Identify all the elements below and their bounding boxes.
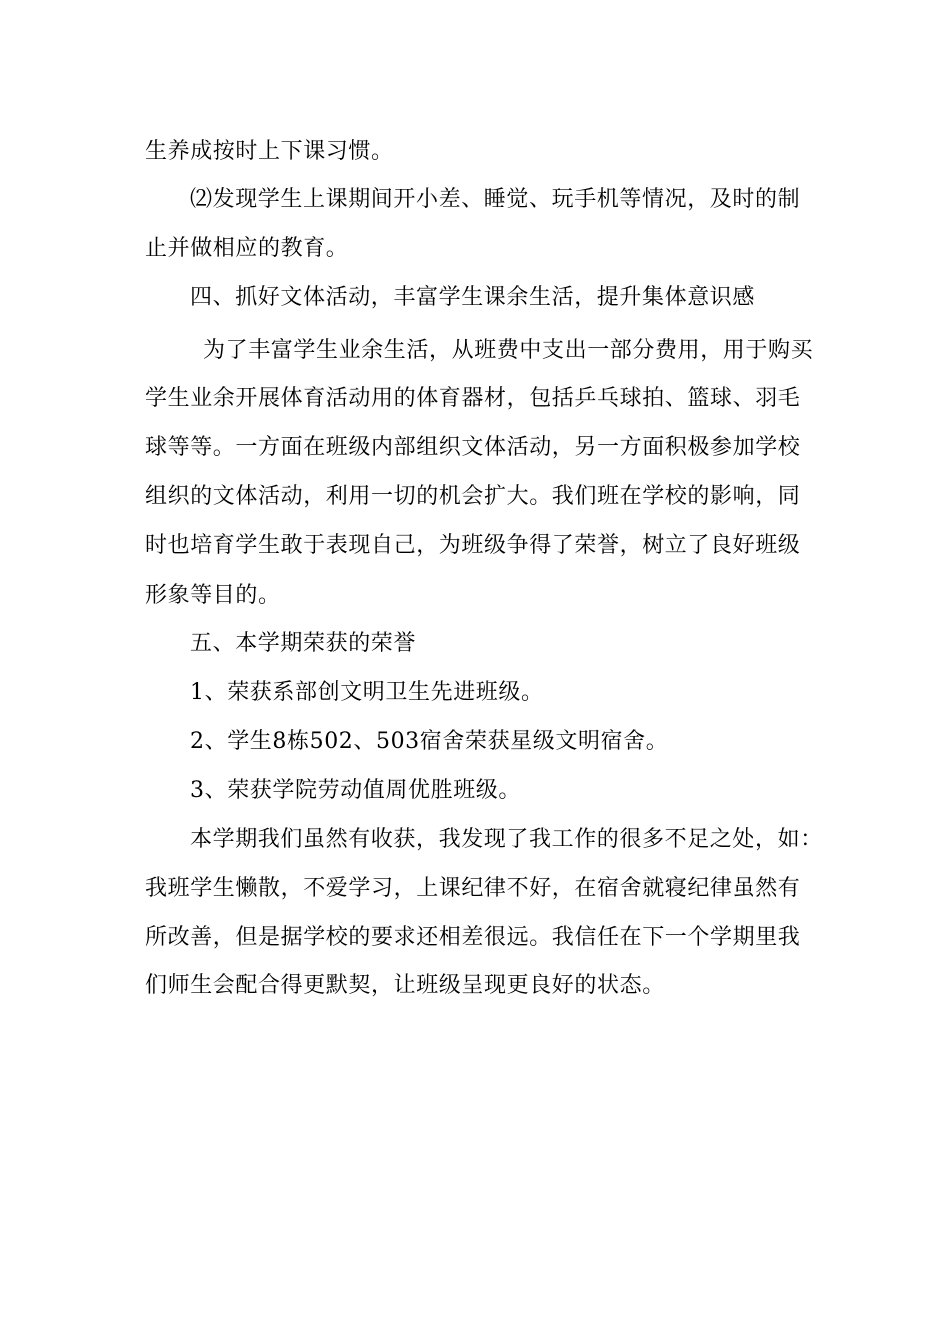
text-line: 形象等目的。 bbox=[145, 583, 281, 608]
text-line: 组织的文体活动，利用一切的机会扩大。我们班在学校的影响，同 bbox=[145, 484, 801, 509]
text-line: 为了丰富学生业余生活，从班费中支出一部分费用，用于购买 bbox=[203, 338, 814, 363]
text-line: 我班学生懒散，不爱学习，上课纪律不好，在宿舍就寝纪律虽然有 bbox=[145, 876, 801, 901]
text-line: 所改善，但是据学校的要求还相差很远。我信任在下一个学期里我 bbox=[145, 925, 801, 950]
text-line: 们师生会配合得更默契，让班级呈现更良好的状态。 bbox=[145, 973, 665, 998]
text-line: 时也培育学生敢于表现自己，为班级争得了荣誉，树立了良好班级 bbox=[145, 533, 801, 558]
text-line: 本学期我们虽然有收获，我发现了我工作的很多不足之处，如： bbox=[190, 827, 823, 852]
section-heading: 四、抓好文体活动，丰富学生课余生活，提升集体意识感 bbox=[190, 285, 756, 310]
section-heading: 五、本学期荣获的荣誉 bbox=[190, 631, 417, 656]
list-item: 2、学生8栋502、503宿舍荣获星级文明宿舍。 bbox=[190, 729, 669, 754]
list-item: 1、荣获系部创文明卫生先进班级。 bbox=[190, 680, 544, 705]
text-line: 学生业余开展体育活动用的体育器材，包括乒乓球拍、篮球、羽毛 bbox=[145, 386, 801, 411]
text-line: 生养成按时上下课习惯。 bbox=[145, 139, 394, 164]
text-line: ⑵发现学生上课期间开小差、睡觉、玩手机等情况，及时的制 bbox=[190, 187, 801, 212]
list-item: 3、荣获学院劳动值周优胜班级。 bbox=[190, 778, 521, 803]
text-line: 止并做相应的教育。 bbox=[145, 236, 349, 261]
text-line: 球等等。一方面在班级内部组织文体活动，另一方面积极参加学校 bbox=[145, 435, 801, 460]
